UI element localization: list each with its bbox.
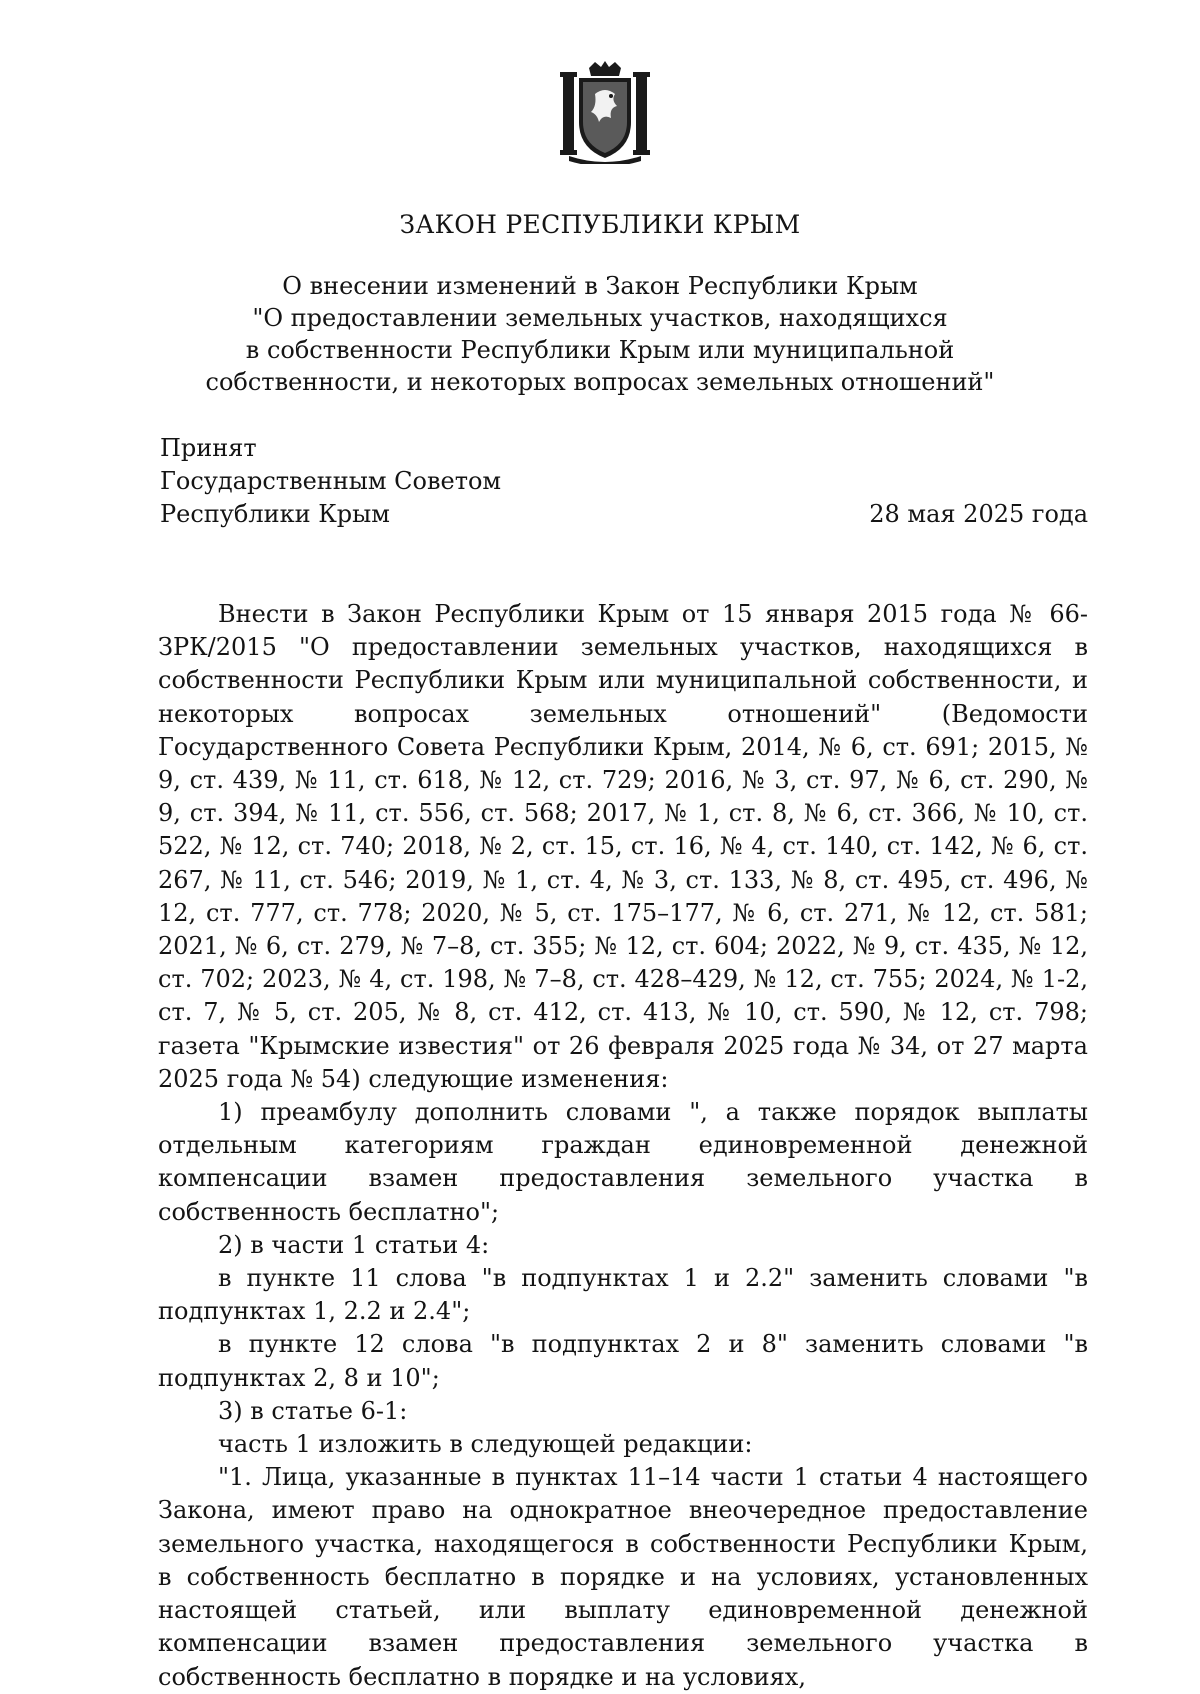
adoption-line: Республики Крым [160,500,390,528]
subtitle-line: собственности, и некоторых вопросах земельных отношений" [205,368,995,396]
body-paragraph: Внести в Закон Республики Крым от 15 января 2015 года № 66-ЗРК/2015 "О предоставлении земельных участков, находящихся в собственности Республики Крым или муниципальной собственности, и некоторых вопросах земельных отношений" (Ведомости Государственного Совета Республики Крым, 2014, № 6, ст. 691; 2015, № 9, ст. 439, № 11, ст. 618, № 12, ст. 729; 2016, № 3, ст. 97, № 6, ст. 290, № 9, ст. 394, № 11, ст. 556, ст. 568; 2017, № 1, ст. 8, № 6, ст. 366, № 10, ст. 522, № 12, ст. 740; 2018, № 2, ст. 15, ст. 16, № 4, ст. 140, ст. 142, № 6, ст. 267, № 11, ст. 546; 2019, № 1, ст. 4, № 3, ст. 133, № 8, ст. 495, ст. 496, № 12, ст. 777, ст. 778; 2020, № 5, ст. 175–177, № 6, ст. 271, № 12, ст. 581; 2021, № 6, ст. 279, № 7–8, ст. 355; № 12, ст. 604; 2022, № 9, ст. 435, № 12, ст. 702; 2023, № 4, ст. 198, № 7–8, ст. 428–429, № 12, ст. 755; 2024, № 1-2, ст. 7, № 5, ст. 205, № 8, ст. 412, ст. 413, № 10, ст. 590, № 12, ст. 798; газета "Крымские известия" от 26 февраля 2025 года № 34, от 27 марта 2025 года № 54) следующие изменения: [158,600,1088,1093]
body-paragraph: в пункте 12 слова "в подпунктах 2 и 8" заменить словами "в подпунктах 2, 8 и 10"; [158,1330,1088,1392]
body-paragraph: 1) преамбулу дополнить словами ", а также порядок выплаты отдельным категориям граждан единовременной денежной компенсации взамен предоставления земельного участка в собственность бесплатно"; [158,1098,1088,1226]
body-paragraph: "1. Лица, указанные в пунктах 11–14 части 1 статьи 4 настоящего Закона, имеют право на однократное внеочередное предоставление земельного участка, находящегося в собственности Республики Крым, в собственность бесплатно в порядке и на условиях, установленных настоящей статьей, или выплату единовременной денежной компенсации взамен предоставления земельного участка в собственность бесплатно в порядке и на условиях, [158,1463,1088,1691]
subtitle-line: "О предоставлении земельных участков, находящихся [252,304,948,332]
crimea-coat-of-arms-icon [555,60,655,164]
page-title: ЗАКОН РЕСПУБЛИКИ КРЫМ [399,210,801,239]
law-body [158,598,1088,1694]
adoption-line: Государственным Советом [160,467,502,495]
body-paragraph: 2) в части 1 статьи 4: [218,1230,490,1259]
body-paragraph: часть 1 изложить в следующей редакции: [218,1430,753,1459]
adoption-line: Принят [160,434,257,462]
law-subtitle [200,270,1000,398]
adoption-block [160,432,501,531]
subtitle-line: О внесении изменений в Закон Республики Крым [282,272,918,300]
subtitle-line: в собственности Республики Крым или муниципальной [245,336,955,364]
adoption-date: 28 мая 2025 года [869,500,1088,528]
body-paragraph: в пункте 11 слова "в подпунктах 1 и 2.2" заменить словами "в подпунктах 1, 2.2 и 2.4"; [158,1264,1088,1326]
body-paragraph: 3) в статье 6-1: [218,1396,408,1425]
